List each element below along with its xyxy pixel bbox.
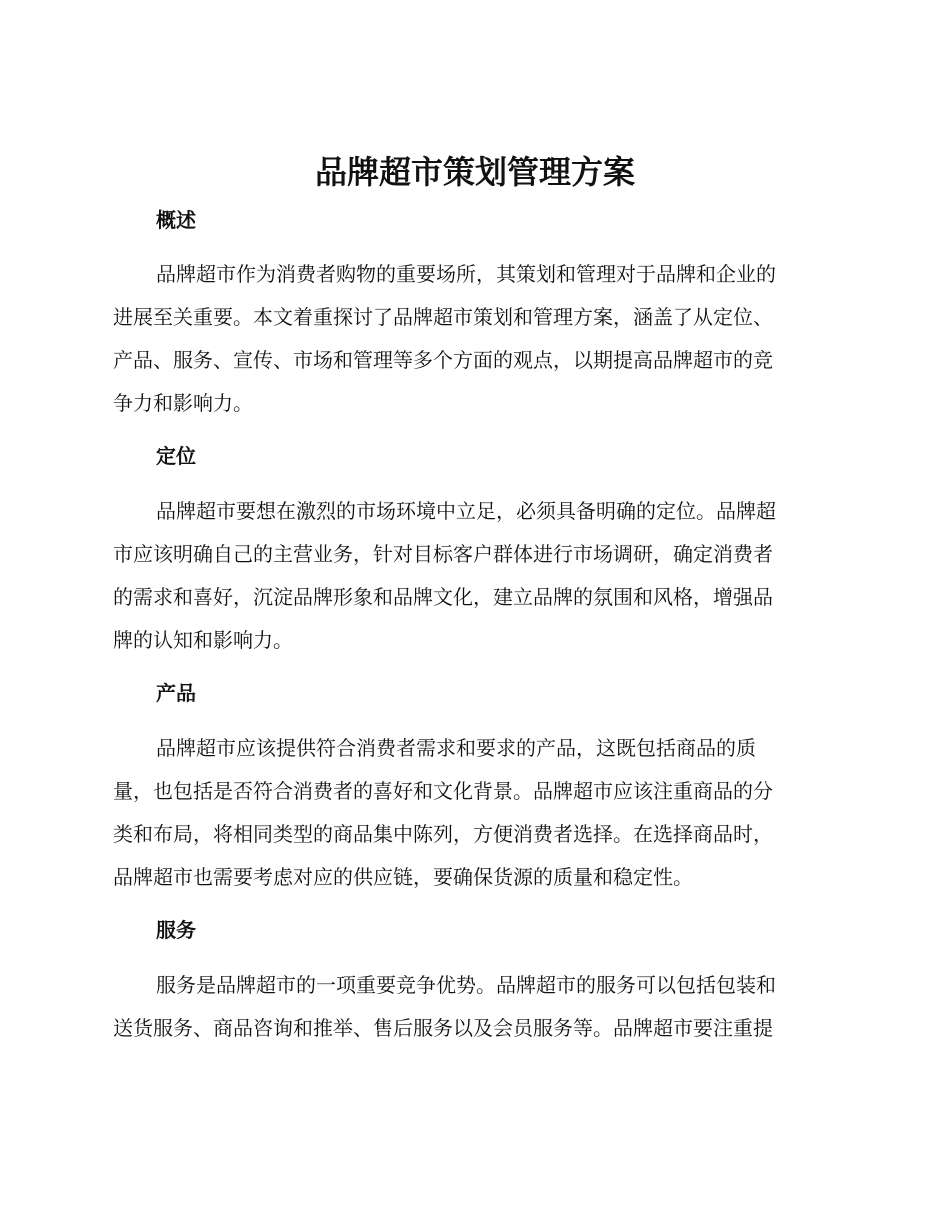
paragraph-line: 量，也包括是否符合消费者的喜好和文化背景。品牌超市应该注重商品的分 bbox=[113, 779, 773, 803]
document-title: 品牌超市策划管理方案 bbox=[314, 153, 635, 191]
paragraph-line: 品牌超市要想在激烈的市场环境中立足，必须具备明确的定位。品牌超 bbox=[156, 499, 776, 523]
section-heading-overview: 概述 bbox=[156, 208, 196, 232]
paragraph-line: 产品、服务、宣传、市场和管理等多个方面的观点，以期提高品牌超市的竞 bbox=[113, 348, 773, 372]
paragraph-line: 品牌超市也需要考虑对应的供应链，要确保货源的质量和稳定性。 bbox=[113, 865, 693, 889]
section-heading-services: 服务 bbox=[156, 918, 196, 942]
paragraph-line: 争力和影响力。 bbox=[113, 391, 253, 415]
paragraph-line: 品牌超市作为消费者购物的重要场所，其策划和管理对于品牌和企业的 bbox=[156, 262, 776, 286]
paragraph-line: 的需求和喜好，沉淀品牌形象和品牌文化，建立品牌的氛围和风格，增强品 bbox=[113, 585, 773, 609]
paragraph-line: 牌的认知和影响力。 bbox=[113, 628, 293, 652]
paragraph-line: 类和布局，将相同类型的商品集中陈列，方便消费者选择。在选择商品时， bbox=[113, 822, 773, 846]
section-heading-positioning: 定位 bbox=[156, 444, 196, 468]
paragraph-line: 市应该明确自己的主营业务，针对目标客户群体进行市场调研，确定消费者 bbox=[113, 542, 773, 566]
paragraph-line: 进展至关重要。本文着重探讨了品牌超市策划和管理方案，涵盖了从定位、 bbox=[113, 305, 773, 329]
paragraph-line: 服务是品牌超市的一项重要竞争优势。品牌超市的服务可以包括包装和 bbox=[156, 973, 776, 997]
section-heading-products: 产品 bbox=[156, 681, 196, 705]
paragraph-line: 品牌超市应该提供符合消费者需求和要求的产品，这既包括商品的质 bbox=[156, 736, 756, 760]
paragraph-line: 送货服务、商品咨询和推举、售后服务以及会员服务等。品牌超市要注重提 bbox=[113, 1016, 773, 1040]
